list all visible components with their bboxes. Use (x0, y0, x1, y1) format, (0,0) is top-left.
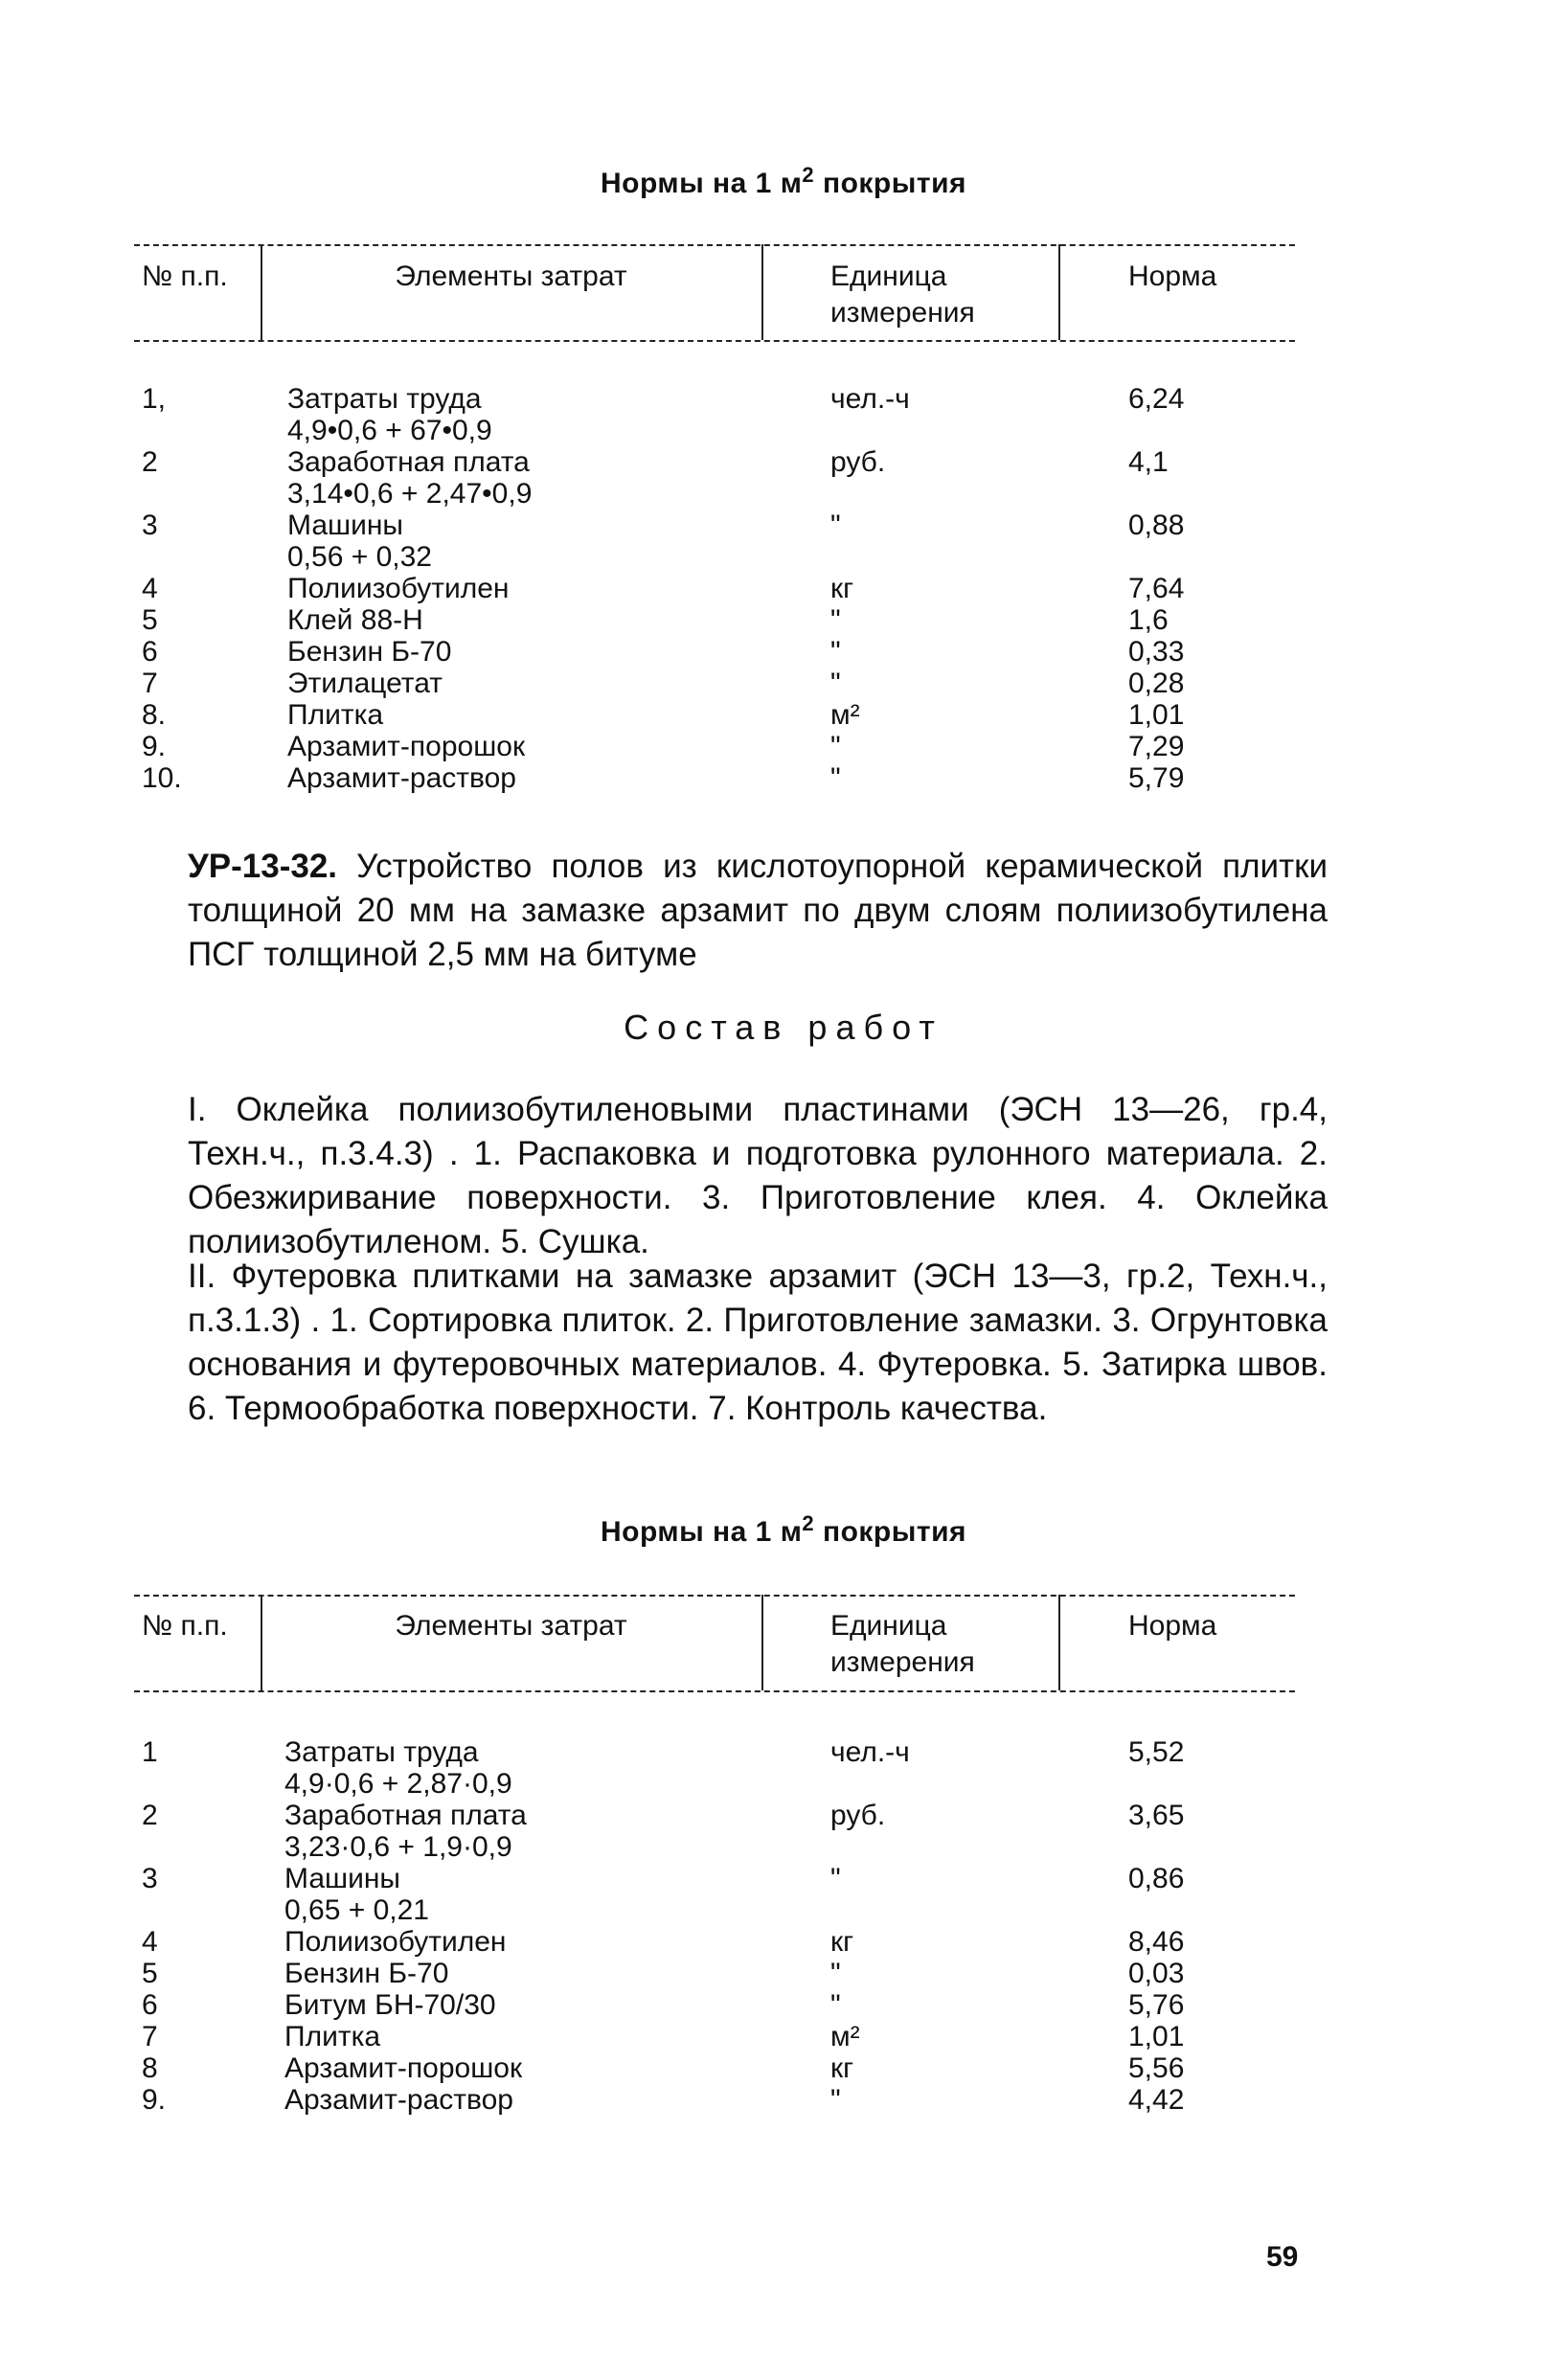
header-unit: Единица измерения (830, 1610, 975, 1678)
table-rule (134, 340, 1295, 342)
row-unit: " (830, 731, 841, 762)
table-row (134, 699, 1295, 731)
row-unit: кг (830, 573, 854, 604)
table-row (134, 604, 1295, 636)
row-unit: руб. (830, 446, 886, 478)
row-norm: 0,03 (1128, 1958, 1185, 1989)
row-norm: 7,29 (1128, 731, 1185, 762)
row-norm: 1,01 (1128, 699, 1185, 731)
row-num: 5 (142, 604, 158, 636)
row-num: 2 (142, 446, 158, 478)
row-element-calc: 3,23·0,6 + 1,9·0,9 (284, 1831, 512, 1863)
row-element-name: Битум БН-70/30 (284, 1989, 496, 2021)
table-row (134, 2052, 1295, 2084)
table-divider (1058, 244, 1060, 340)
row-norm: 0,28 (1128, 668, 1185, 699)
row-unit: " (830, 1989, 841, 2021)
row-element-name: Заработная плата (287, 446, 530, 478)
table-row (134, 1863, 1295, 1926)
table-row (134, 573, 1295, 604)
row-num: 3 (142, 1863, 158, 1894)
row-element-calc: 3,14•0,6 + 2,47•0,9 (287, 478, 533, 510)
row-element-calc: 0,56 + 0,32 (287, 541, 432, 573)
row-element-name: Затраты труда (287, 383, 482, 415)
header-elements: Элементы затрат (395, 1610, 627, 1642)
row-unit: м² (830, 2021, 860, 2052)
row-num: 7 (142, 668, 158, 699)
row-norm: 5,52 (1128, 1736, 1185, 1768)
table-rule (134, 244, 1295, 246)
row-norm: 0,88 (1128, 510, 1185, 541)
table-row (134, 446, 1295, 510)
table-rule (134, 1690, 1295, 1692)
row-num: 10. (142, 762, 182, 794)
row-norm: 5,56 (1128, 2052, 1185, 2084)
row-norm: 5,76 (1128, 1989, 1185, 2021)
composition-heading: Состав работ (624, 1008, 943, 1047)
row-num: 2 (142, 1800, 158, 1831)
section-title: Устройство полов из кислотоупорной керамической плитки толщиной 20 мм на замазке арзамит по двум слоям полиизобутилена ПСГ толщиной 2,5 мм на битуме (188, 848, 1328, 973)
row-num: 4 (142, 1926, 158, 1958)
section-code: УР-13-32. (188, 848, 338, 885)
section-heading (188, 845, 1328, 977)
row-num: 4 (142, 573, 158, 604)
table-row (134, 668, 1295, 699)
row-element (287, 510, 432, 573)
row-element-name: Арзамит-раствор (284, 2084, 513, 2116)
header-norm: Норма (1128, 1610, 1217, 1642)
row-unit: " (830, 762, 841, 794)
table-row (134, 2021, 1295, 2052)
row-num: 8. (142, 699, 167, 731)
table-row (134, 510, 1295, 573)
row-unit: чел.-ч (830, 1736, 910, 1768)
row-unit: кг (830, 1926, 854, 1958)
table-row (134, 2084, 1295, 2116)
row-num: 6 (142, 1989, 158, 2021)
work-paragraph-1: I. Оклейка полиизобутиленовыми пластинами (ЭСН 13—26, гр.4, Техн.ч., п.3.4.3) . 1. Распаковка и подготовка рулонного материала. 2. Обезжиривание поверхности. 3. Приготовление клея. 4. Оклейка полиизобутиленом. 5. Сушка. (188, 1091, 1328, 1260)
row-element-calc: 4,9·0,6 + 2,87·0,9 (284, 1768, 512, 1800)
row-unit: кг (830, 2052, 854, 2084)
row-unit: " (830, 1863, 841, 1894)
norms-table-1 (134, 244, 1295, 819)
row-norm: 8,46 (1128, 1926, 1185, 1958)
table-row (134, 1800, 1295, 1863)
row-element-name: Бензин Б-70 (284, 1958, 449, 1989)
table-row (134, 731, 1295, 762)
row-unit: м² (830, 699, 860, 731)
row-element-name: Полиизобутилен (287, 573, 510, 604)
row-element (287, 383, 492, 446)
row-element (284, 1863, 429, 1926)
table-1-title-sup: 2 (802, 163, 815, 187)
table-2-title-text: Нормы на 1 м (600, 1516, 803, 1548)
row-num: 1 (142, 1736, 158, 1768)
table-rule (134, 1595, 1295, 1597)
table-row (134, 762, 1295, 794)
work-paragraph-2: II. Футеровка плитками на замазке арзамит (ЭСН 13—3, гр.2, Техн.ч., п.3.1.3) . 1. Сортировка плиток. 2. Приготовление замазки. 3. Огрунтовка основания и футеровочных материалов. 4. Футеровка. 5. Затирка швов. 6. Термообработка поверхности. 7. Контроль качества. (188, 1258, 1328, 1427)
row-num: 9. (142, 2084, 167, 2116)
row-element-name: Машины (284, 1863, 400, 1894)
table-row (134, 1736, 1295, 1800)
row-norm: 1,6 (1128, 604, 1169, 636)
table-divider (761, 1595, 763, 1690)
table-row (134, 383, 1295, 446)
table-2-title-tail: покрытия (814, 1516, 967, 1548)
row-num: 5 (142, 1958, 158, 1989)
row-element-name: Арзамит-раствор (287, 762, 516, 794)
row-num: 8 (142, 2052, 158, 2084)
header-elements: Элементы затрат (395, 261, 627, 292)
row-norm: 4,1 (1128, 446, 1169, 478)
row-norm: 6,24 (1128, 383, 1185, 415)
row-element-name: Плитка (284, 2021, 381, 2052)
row-element-name: Бензин Б-70 (287, 636, 452, 668)
table-2-title (0, 1511, 1567, 1549)
table-row (134, 1958, 1295, 1989)
row-norm: 5,79 (1128, 762, 1185, 794)
row-unit: " (830, 636, 841, 668)
row-unit: " (830, 510, 841, 541)
row-element-calc: 0,65 + 0,21 (284, 1894, 429, 1926)
row-norm: 7,64 (1128, 573, 1185, 604)
row-unit: руб. (830, 1800, 886, 1831)
page-number: 59 (1266, 2241, 1299, 2273)
table-row (134, 636, 1295, 668)
row-element (287, 446, 532, 510)
norms-table-2 (134, 1595, 1295, 2150)
row-norm: 4,42 (1128, 2084, 1185, 2116)
row-unit: " (830, 668, 841, 699)
row-element-name: Затраты труда (284, 1736, 479, 1768)
row-unit: " (830, 1958, 841, 1989)
row-norm: 1,01 (1128, 2021, 1185, 2052)
row-element-name: Полиизобутилен (284, 1926, 507, 1958)
row-unit: чел.-ч (830, 383, 910, 415)
row-norm: 0,33 (1128, 636, 1185, 668)
row-element (284, 1736, 512, 1800)
row-num: 9. (142, 731, 167, 762)
row-norm: 3,65 (1128, 1800, 1185, 1831)
row-element-name: Арзамит-порошок (284, 2052, 523, 2084)
table-1-rows (134, 383, 1295, 794)
header-unit: Единица измерения (830, 261, 975, 329)
row-element-name: Этилацетат (287, 668, 443, 699)
row-norm: 0,86 (1128, 1863, 1185, 1894)
row-element-name: Плитка (287, 699, 384, 731)
header-norm: Норма (1128, 261, 1217, 292)
row-element-calc: 4,9•0,6 + 67•0,9 (287, 415, 492, 446)
row-num: 3 (142, 510, 158, 541)
header-num: № п.п. (142, 261, 228, 292)
row-unit: " (830, 604, 841, 636)
row-num: 1, (142, 383, 167, 415)
table-row (134, 1926, 1295, 1958)
row-element-name: Клей 88-Н (287, 604, 423, 636)
row-element-name: Заработная плата (284, 1800, 527, 1831)
row-element (284, 1800, 527, 1863)
row-element-name: Машины (287, 510, 403, 541)
table-divider (761, 244, 763, 340)
table-2-rows (134, 1736, 1295, 2116)
table-2-title-sup: 2 (802, 1511, 815, 1535)
row-num: 6 (142, 636, 158, 668)
table-divider (1058, 1595, 1060, 1690)
header-num: № п.п. (142, 1610, 228, 1642)
row-num: 7 (142, 2021, 158, 2052)
table-row (134, 1989, 1295, 2021)
row-unit: " (830, 2084, 841, 2116)
table-1-title (0, 163, 1567, 200)
table-1-title-text: Нормы на 1 м (600, 168, 803, 199)
table-1-title-tail: покрытия (814, 168, 967, 199)
row-element-name: Арзамит-порошок (287, 731, 526, 762)
